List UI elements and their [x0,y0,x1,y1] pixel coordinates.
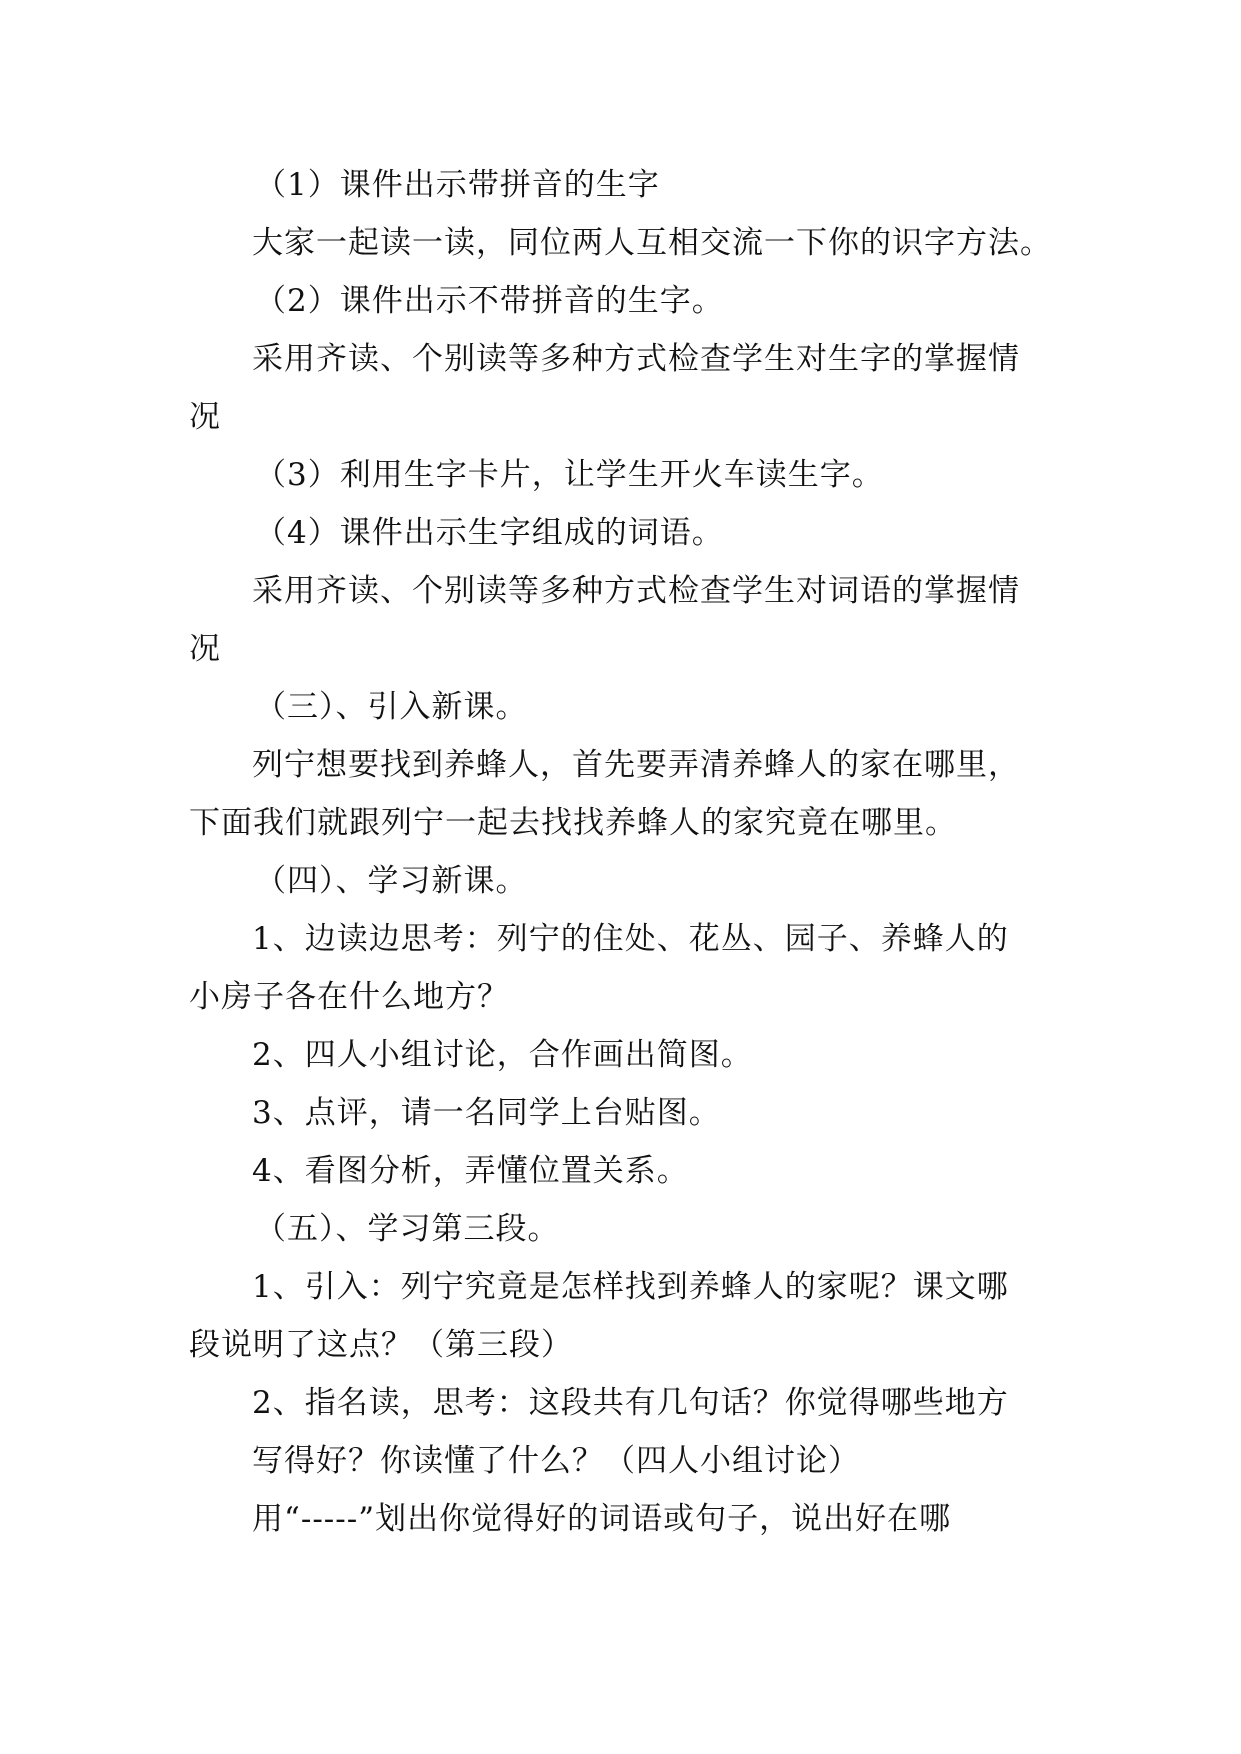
text-line: 采用齐读、个别读等多种方式检查学生对词语的掌握情 [252,573,1020,609]
text-line: 列宁想要找到养蜂人，首先要弄清养蜂人的家在哪里， [252,747,1020,783]
text-line: （四）、学习新课。 [255,863,528,899]
text-line: （1）课件出示带拼音的生字 [255,167,660,203]
text-line: 用“-----”划出你觉得好的词语或句子，说出好在哪 [252,1501,952,1537]
text-line: 2、四人小组讨论，合作画出简图。 [252,1037,753,1073]
text-line: 2、指名读，思考：这段共有几句话？你觉得哪些地方 [252,1385,1009,1421]
text-line: 况 [189,399,221,435]
text-line: （4）课件出示生字组成的词语。 [255,515,724,551]
text-line: （三）、引入新课。 [255,689,528,725]
text-line: 采用齐读、个别读等多种方式检查学生对生字的掌握情 [252,341,1020,377]
text-line: （五）、学习第三段。 [255,1211,560,1247]
text-line: 1、引入：列宁究竟是怎样找到养蜂人的家呢？课文哪 [252,1269,1009,1305]
text-line: 下面我们就跟列宁一起去找找养蜂人的家究竟在哪里。 [189,805,957,841]
text-line: 写得好？你读懂了什么？（四人小组讨论） [252,1443,860,1479]
text-line: 小房子各在什么地方？ [189,979,509,1015]
text-line: 段说明了这点？（第三段） [189,1327,573,1363]
text-line: 3、点评，请一名同学上台贴图。 [252,1095,721,1131]
text-line: （2）课件出示不带拼音的生字。 [255,283,724,319]
text-line: 4、看图分析，弄懂位置关系。 [252,1153,689,1189]
text-line: 1、边读边思考：列宁的住处、花丛、园子、养蜂人的 [252,921,1009,957]
text-line: 大家一起读一读，同位两人互相交流一下你的识字方法。 [252,225,1052,261]
text-line: 况 [189,631,221,667]
text-line: （3）利用生字卡片，让学生开火车读生字。 [255,457,884,493]
